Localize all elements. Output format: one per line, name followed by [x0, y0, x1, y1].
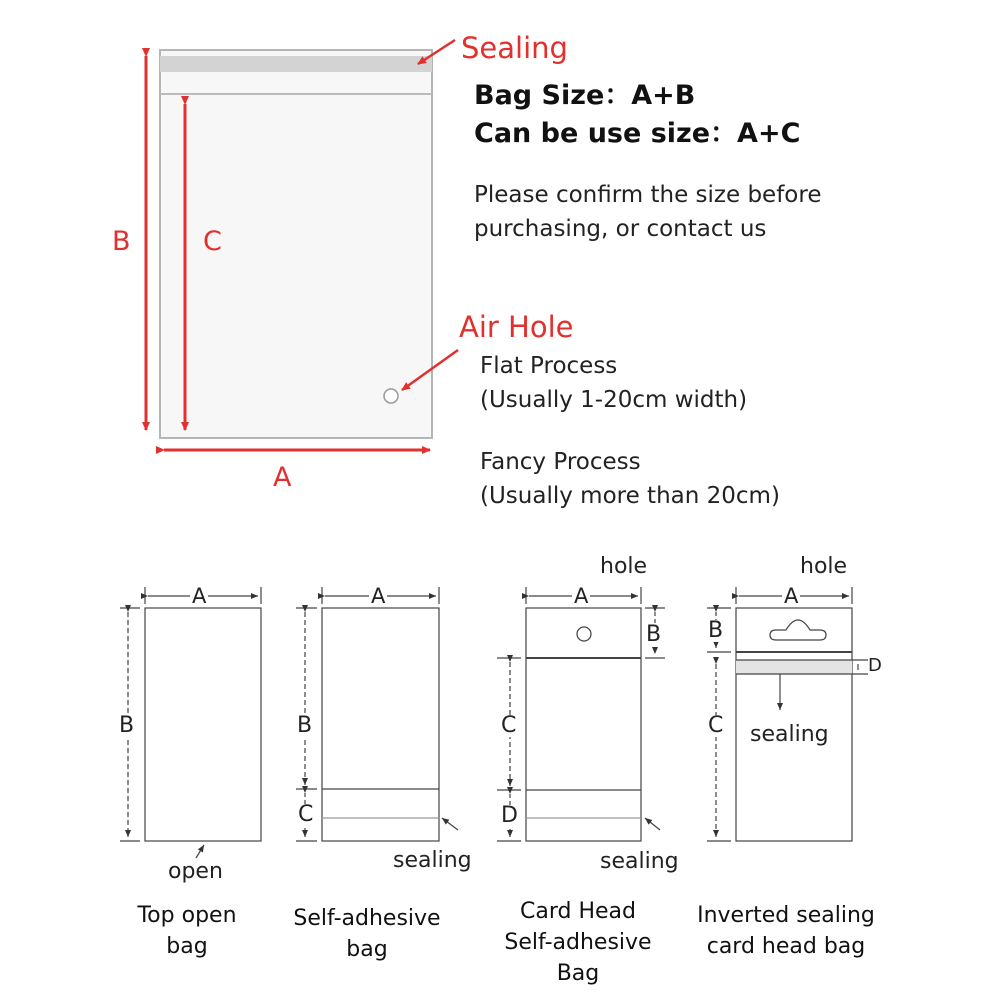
bag3-dim-d: D [501, 803, 518, 828]
self-adhesive-bag [296, 584, 458, 841]
bag3-dim-a: A [574, 584, 589, 608]
confirm-line-2: purchasing, or contact us [474, 216, 767, 242]
bag4-dim-d: D [868, 655, 882, 676]
bag4-hole-label: hole [800, 554, 848, 579]
air-hole-icon [384, 389, 398, 403]
bag2-dim-b: B [297, 713, 313, 738]
bag2-caption-line2: bag [346, 937, 388, 962]
air-hole-label: Air Hole [459, 310, 574, 344]
sealing-label: Sealing [461, 31, 568, 65]
fancy-process-title: Fancy Process [480, 449, 641, 475]
bag1-caption-line1: Top open [137, 903, 237, 928]
bag4-dim-b: B [708, 618, 724, 643]
usable-size-text: Can be use size：A+C [474, 118, 801, 149]
bag4-caption-line2: card head bag [706, 934, 866, 959]
bag1-note: open [168, 859, 223, 884]
bag2-dim-c: C [298, 802, 314, 827]
fancy-process-detail: (Usually more than 20cm) [480, 483, 780, 509]
bag2-caption [278, 903, 456, 965]
bag2-dim-a: A [371, 584, 386, 608]
bag1-caption [112, 900, 262, 962]
dimension-a-label: A [273, 462, 292, 493]
flat-process-detail: (Usually 1-20cm width) [480, 387, 748, 413]
bag4-caption-line1: Inverted sealing [697, 903, 875, 928]
top-open-bag [120, 584, 261, 858]
bag3-caption-line1: Card Head [520, 899, 636, 924]
sealing-strip [160, 56, 432, 72]
bag3-hole-label: hole [600, 554, 648, 579]
bag3-note: sealing [600, 849, 679, 874]
bag4-dim-a: A [784, 584, 799, 608]
main-bag [160, 50, 432, 438]
inverted-sealing-bag [707, 584, 868, 841]
bag3-caption [497, 896, 659, 989]
bag3-dim-c: C [501, 713, 517, 738]
bag1-dim-a: A [192, 584, 207, 608]
bag4-caption [686, 900, 886, 962]
bag3-dim-b: B [646, 622, 662, 647]
card-head-bag [497, 584, 665, 841]
bag2-caption-line1: Self-adhesive [293, 906, 441, 931]
bag4-dim-c: C [708, 713, 724, 738]
bag3-caption-line2: Self-adhesive [504, 930, 652, 955]
bag-size-text: Bag Size：A+B [474, 80, 696, 111]
bag2-note: sealing [393, 848, 472, 873]
confirm-line-1: Please confirm the size before [474, 182, 822, 208]
dimension-b-label: B [112, 226, 131, 257]
bag3-caption-line3: Bag [556, 961, 600, 986]
bag1-dim-b: B [119, 713, 135, 738]
bag1-caption-line2: bag [166, 934, 208, 959]
flat-process-title: Flat Process [480, 353, 618, 379]
bag4-note: sealing [750, 722, 829, 747]
dimension-c-label: C [203, 226, 222, 257]
